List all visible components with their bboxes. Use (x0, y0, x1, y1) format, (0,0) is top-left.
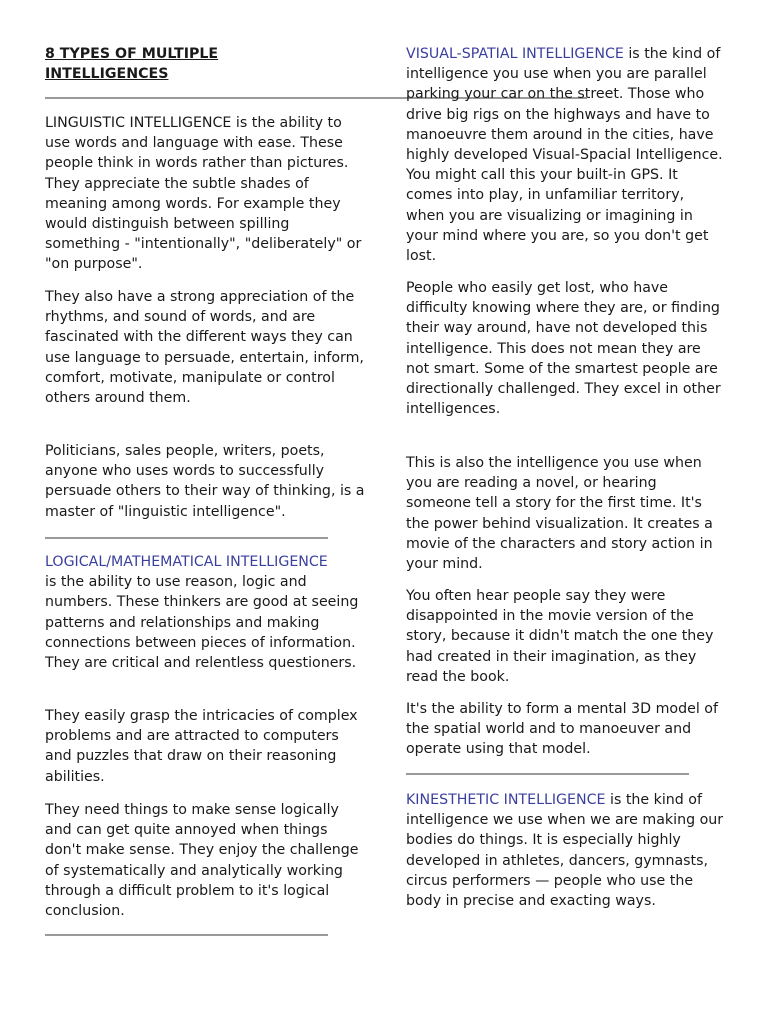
linguistic-heading: LINGUISTIC INTELLIGENCE (45, 115, 232, 131)
linguistic-paragraph-2: They also have a strong appreciation of the rhythms, and sound of words, and are fascinated with the different ways they can use language to persuade, entertain, inform, comfort, motivate, manipulate or control others around them. (45, 289, 364, 407)
visual-spatial-paragraph-3: This is also the intelligence you use when you are reading a novel, or hearing someone tell a story for the first time. It's the power behind visualization. It creates a movie of the characters and story action in your mind. (406, 455, 713, 573)
kinesthetic-paragraph-1 (406, 790, 726, 911)
kinesthetic-p1-text: is the kind of intelligence we use when we are making our bodies do things. It is especially highly developed in athletes, dancers, gymnasts, circus performers — people who use the body in precise and exacting ways. (406, 792, 724, 910)
section-divider (406, 773, 689, 775)
visual-spatial-paragraph-5: It's the ability to form a mental 3D model of the spatial world and to manoeuver and operate using that model. (406, 701, 718, 758)
linguistic-paragraph-3: Politicians, sales people, writers, poets, anyone who uses words to successfully persuade others to their way of thinking, is a master of "linguistic intelligence". (45, 443, 365, 520)
linguistic-p1-text: is the ability to use words and language with ease. These people think in words rather than pictures. They appreciate the subtle shades of meaning among words. For example they would distinguish between spilling something - "intentionally", "deliberately" or "on purpose". (45, 115, 362, 273)
logical-heading: LOGICAL/MATHEMATICAL INTELLIGENCE (45, 554, 328, 570)
document-title: 8 TYPES OF MULTIPLE INTELLIGENCES (45, 46, 219, 83)
logical-paragraph-1 (45, 552, 367, 673)
visual-spatial-paragraph-2: People who easily get lost, who have difficulty knowing where they are, or finding their way around, have not developed this intelligence. This does not mean they are not smart. Some of the smartest people are directionally challenged. They excel in other intelligences. (406, 280, 721, 418)
section-divider (45, 537, 328, 539)
linguistic-paragraph-1 (45, 113, 367, 275)
logical-paragraph-2: They easily grasp the intricacies of complex problems and are attracted to computers and puzzles that draw on their reasoning abilities. (45, 708, 358, 785)
visual-spatial-paragraph-1 (406, 44, 726, 266)
logical-p1-text: is the ability to use reason, logic and numbers. These thinkers are good at seeing patterns and relationships and making connections between pieces of information. They are critical and relentless questioners. (45, 574, 359, 672)
visual-spatial-heading: VISUAL-SPATIAL INTELLIGENCE (406, 46, 624, 62)
logical-paragraph-3: They need things to make sense logically and can get quite annoyed when things don't make sense. They enjoy the challenge of systematically and analytically working through a difficult problem to it's logical conclusion. (45, 802, 359, 920)
visual-spatial-p1-text: is the kind of intelligence you use when you are parallel parking your car on the street. Those who drive big rigs on the highways and have to manoeuvre them around in the cities, have highly developed Visual-Spacial Intelligence. You might call this your built-in GPS. It comes into play, in unfamiliar territory, when you are visualizing or imagining in your mind where you are, so you don't get lost. (406, 46, 723, 265)
kinesthetic-heading: KINESTHETIC INTELLIGENCE (406, 792, 606, 808)
visual-spatial-paragraph-4: You often hear people say they were disappointed in the movie version of the story, because it didn't match the one they had created in their imagination, as they read the book. (406, 588, 714, 685)
section-divider (45, 934, 328, 936)
